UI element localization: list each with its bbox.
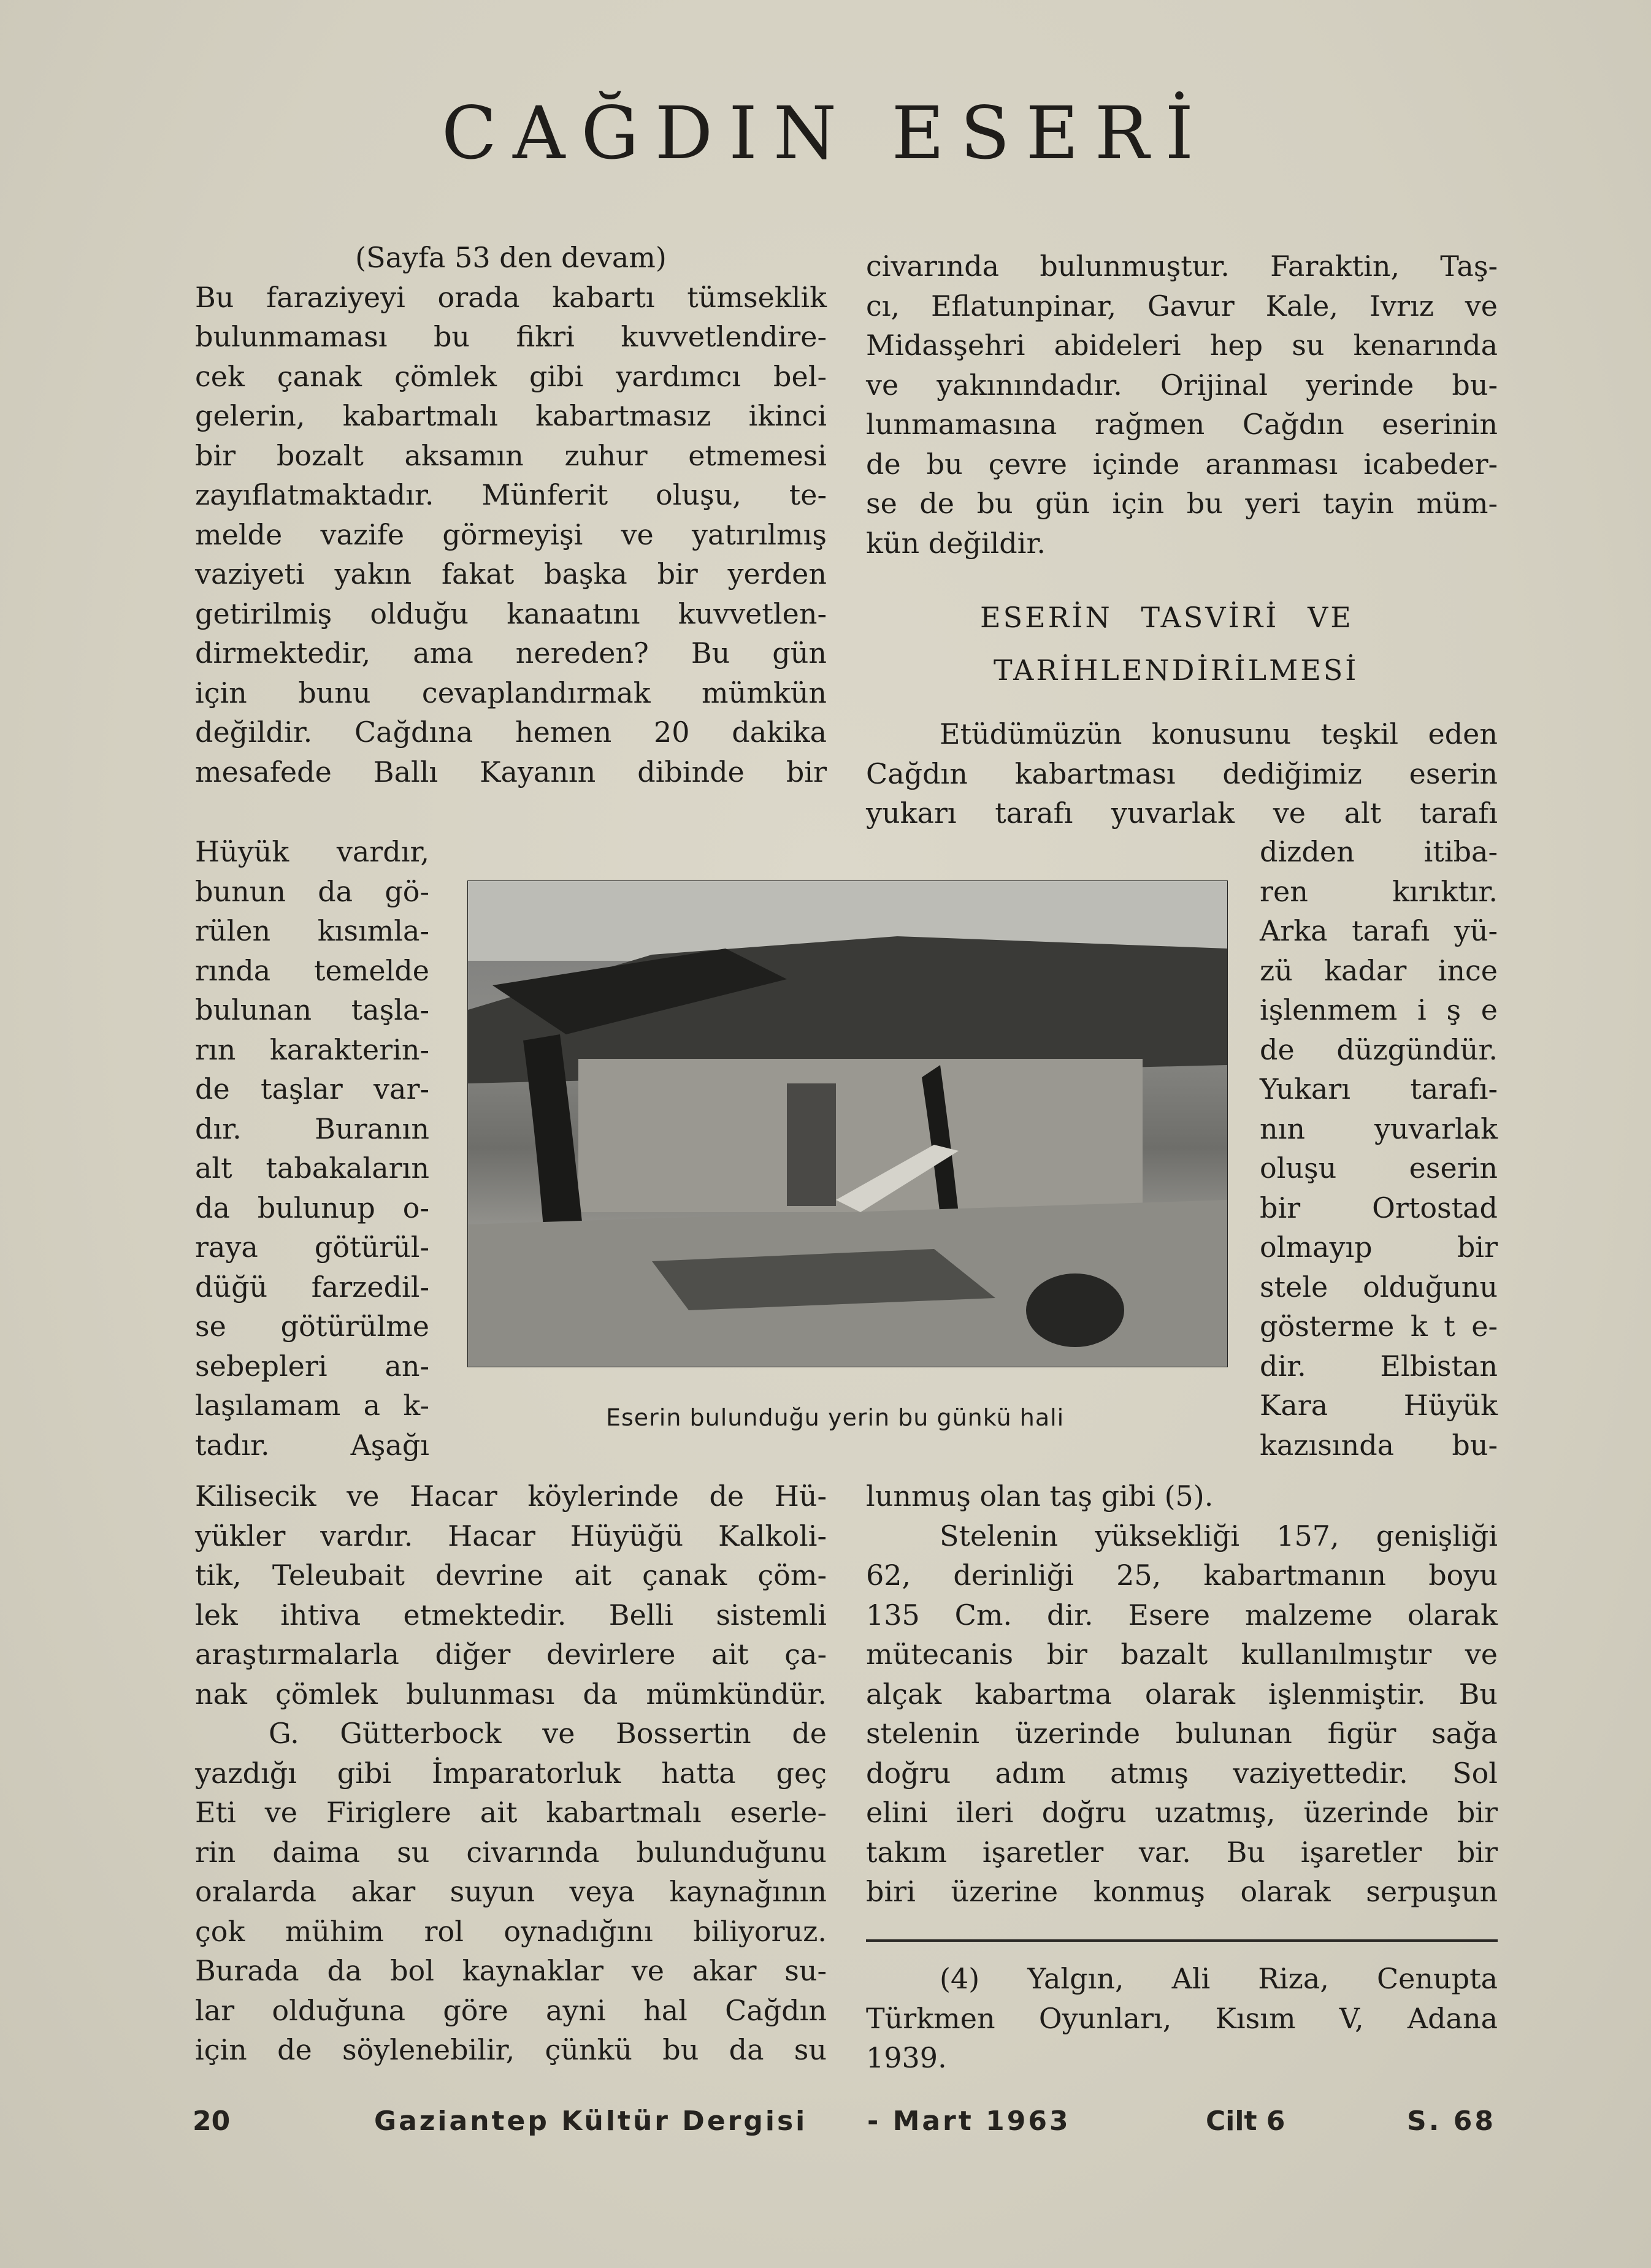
text-line: kün değildir. — [866, 526, 1046, 560]
text-line: işlenmem i ş e — [1260, 993, 1498, 1026]
text-line: Stelenin yüksekliği 157, genişliği — [940, 1519, 1498, 1552]
right-column-top — [866, 246, 1498, 563]
text-line: Arka tarafı yü- — [1260, 914, 1498, 947]
text-line: dir. Elbistan — [1260, 1349, 1498, 1383]
text-line: getirilmiş olduğu kanaatını kuvvetlen- — [195, 597, 827, 630]
text-line: de düzgündür. — [1260, 1033, 1498, 1066]
text-line: rin daima su civarında bulunduğunu — [195, 1835, 827, 1869]
text-line: 135 Cm. dir. Esere malzeme olarak — [866, 1598, 1498, 1632]
footnote — [866, 1959, 1498, 2078]
text-line: Türkmen Oyunları, Kısım V, Adana — [866, 2001, 1498, 2035]
text-line: Midasşehri abideleri hep su kenarında — [866, 329, 1498, 362]
text-line: Burada da bol kaynaklar ve akar su- — [195, 1954, 827, 1987]
section-heading-1: ESERİN TASVİRİ VE — [980, 601, 1354, 634]
issue-date: - Mart 1963 — [867, 2106, 1071, 2137]
text-line: dır. Buranın — [195, 1112, 429, 1145]
text-line: ren kırıktır. — [1260, 874, 1498, 908]
text-line: se götürülme — [195, 1310, 429, 1343]
text-line: yazdığı gibi İmparatorluk hatta geç — [195, 1756, 827, 1790]
text-line: raya götürül- — [195, 1231, 429, 1264]
text-line: bunun da gö- — [195, 874, 429, 908]
text-line: nın yuvarlak — [1260, 1112, 1498, 1145]
text-line: nak çömlek bulunması da mümkündür. — [195, 1677, 827, 1711]
text-line: gösterme k t e- — [1260, 1310, 1498, 1343]
text-line: rında temelde — [195, 953, 429, 987]
text-line: lunmamasına rağmen Cağdın eserinin — [866, 408, 1498, 441]
text-line: bulunan taşla- — [195, 993, 429, 1026]
text-line: sebepleri an- — [195, 1349, 429, 1383]
text-line: stele olduğunu — [1260, 1270, 1498, 1304]
text-line: rülen kısımla- — [195, 914, 429, 947]
text-line: cek çanak çömlek gibi yardımcı bel- — [195, 359, 827, 393]
text-line: için bunu cevaplandırmak mümkün — [195, 676, 827, 709]
text-line: oralarda akar suyun veya kaynağının — [195, 1875, 827, 1908]
text-line: bir bozalt aksamın zuhur etmemesi — [195, 438, 827, 472]
right-column-mid — [866, 714, 1498, 833]
text-line: mütecanis bir bazalt kullanılmıştır ve — [866, 1638, 1498, 1671]
photo-caption: Eserin bulunduğu yerin bu günkü hali — [606, 1404, 1065, 1431]
text-line: Bu faraziyeyi orada kabartı tümseklik — [195, 280, 827, 314]
text-line: vaziyeti yakın fakat başka bir yerden — [195, 557, 827, 590]
text-line: biri üzerine konmuş olarak serpuşun — [866, 1875, 1498, 1908]
text-line: 62, derinliği 25, kabartmanın boyu — [866, 1559, 1498, 1592]
text-line: yükler vardır. Hacar Hüyüğü Kalkoli- — [195, 1519, 827, 1552]
page-title: CAĞDIN ESERİ — [441, 91, 1210, 175]
text-line: elini ileri doğru uzatmış, üzerinde bir — [866, 1796, 1498, 1829]
volume-label: Cilt 6 — [1206, 2106, 1285, 2137]
text-line: alt tabakaların — [195, 1151, 429, 1185]
section-heading-2: TARİHLENDİRİLMESİ — [994, 654, 1359, 687]
page-footer — [193, 2106, 1498, 2142]
text-line: ve yakınındadır. Orijinal yerinde bu- — [866, 368, 1498, 402]
text-line: Kilisecik ve Hacar köylerinde de Hü- — [195, 1480, 827, 1513]
text-line: Eti ve Firiglere ait kabartmalı eserle- — [195, 1796, 827, 1829]
text-line: takım işaretler var. Bu işaretler bir — [866, 1835, 1498, 1869]
text-line: dirmektedir, ama nereden? Bu gün — [195, 636, 827, 670]
text-line: laşılamam a k- — [195, 1389, 429, 1422]
text-line: yukarı tarafı yuvarlak ve alt tarafı — [866, 796, 1498, 830]
text-line: (4) Yalgın, Ali Riza, Cenupta — [940, 1962, 1498, 1995]
issue-number: S. 68 — [1407, 2106, 1496, 2137]
text-line: düğü farzedil- — [195, 1270, 429, 1304]
text-line: cı, Eflatunpinar, Gavur Kale, Ivrız ve — [866, 289, 1498, 323]
text-line: doğru adım atmış vaziyettedir. Sol — [866, 1756, 1498, 1790]
text-line: alçak kabartma olarak işlenmiştir. Bu — [866, 1677, 1498, 1711]
text-line: bulunmaması bu fikri kuvvetlendire- — [195, 320, 827, 353]
text-line: lar olduğuna göre ayni hal Cağdın — [195, 1993, 827, 2027]
text-line: çok mühim rol oynadığını biliyoruz. — [195, 1914, 827, 1948]
text-line: lek ihtiva etmektedir. Belli sistemli — [195, 1598, 827, 1632]
text-line: G. Gütterbock ve Bossertin de — [269, 1717, 827, 1750]
right-column-narrow — [1260, 832, 1498, 1465]
left-column-narrow — [195, 832, 429, 1465]
photo-scene — [468, 881, 1227, 1367]
text-line: da bulunup o- — [195, 1191, 429, 1224]
text-line: tik, Teleubait devrine ait çanak çöm- — [195, 1559, 827, 1592]
left-column-bottom — [195, 1476, 827, 2070]
text-line: zü kadar ince — [1260, 953, 1498, 987]
text-line: zayıflatmaktadır. Münferit oluşu, te- — [195, 478, 827, 511]
text-line: melde vazife görmeyişi ve yatırılmış — [195, 517, 827, 551]
page-number: 20 — [193, 2106, 231, 2137]
text-line: civarında bulunmuştur. Faraktin, Taş- — [866, 250, 1498, 283]
text-line: Etüdümüzün konusunu teşkil eden — [940, 717, 1498, 750]
text-line: Hüyük vardır, — [195, 835, 429, 868]
text-line: lunmuş olan taş gibi (5). — [866, 1480, 1214, 1513]
site-photograph — [467, 880, 1228, 1367]
text-line: dizden itiba- — [1260, 835, 1498, 868]
text-line: oluşu eserin — [1260, 1151, 1498, 1185]
text-line: tadır. Aşağı — [195, 1428, 429, 1462]
text-line: stelenin üzerinde bulunan figür sağa — [866, 1717, 1498, 1750]
text-line: Cağdın kabartması dediğimiz eserin — [866, 757, 1498, 790]
text-line: değildir. Cağdına hemen 20 dakika — [195, 716, 827, 749]
text-line: (Sayfa 53 den devam) — [355, 241, 667, 274]
right-column-bottom — [866, 1476, 1498, 1912]
text-line: için de söylenebilir, çünkü bu da su — [195, 2033, 827, 2066]
text-line: de taşlar var- — [195, 1072, 429, 1105]
left-column-top — [195, 238, 827, 792]
text-line: gelerin, kabartmalı kabartmasız ikinci — [195, 399, 827, 432]
text-line: de bu çevre içinde aranması icabeder- — [866, 447, 1498, 481]
text-line: kazısında bu- — [1260, 1428, 1498, 1462]
text-line: araştırmalarla diğer devirlere ait ça- — [195, 1638, 827, 1671]
text-line: se de bu gün için bu yeri tayin müm- — [866, 487, 1498, 520]
journal-name: Gaziantep Kültür Dergisi — [374, 2106, 808, 2137]
text-line: olmayıp bir — [1260, 1231, 1498, 1264]
footnote-rule — [866, 1939, 1498, 1942]
text-line: rın karakterin- — [195, 1033, 429, 1066]
text-line: Kara Hüyük — [1260, 1389, 1498, 1422]
text-line: bir Ortostad — [1260, 1191, 1498, 1224]
text-line: mesafede Ballı Kayanın dibinde bir — [195, 755, 827, 788]
text-line: Yukarı tarafı- — [1260, 1072, 1498, 1105]
text-line: 1939. — [866, 2041, 947, 2074]
